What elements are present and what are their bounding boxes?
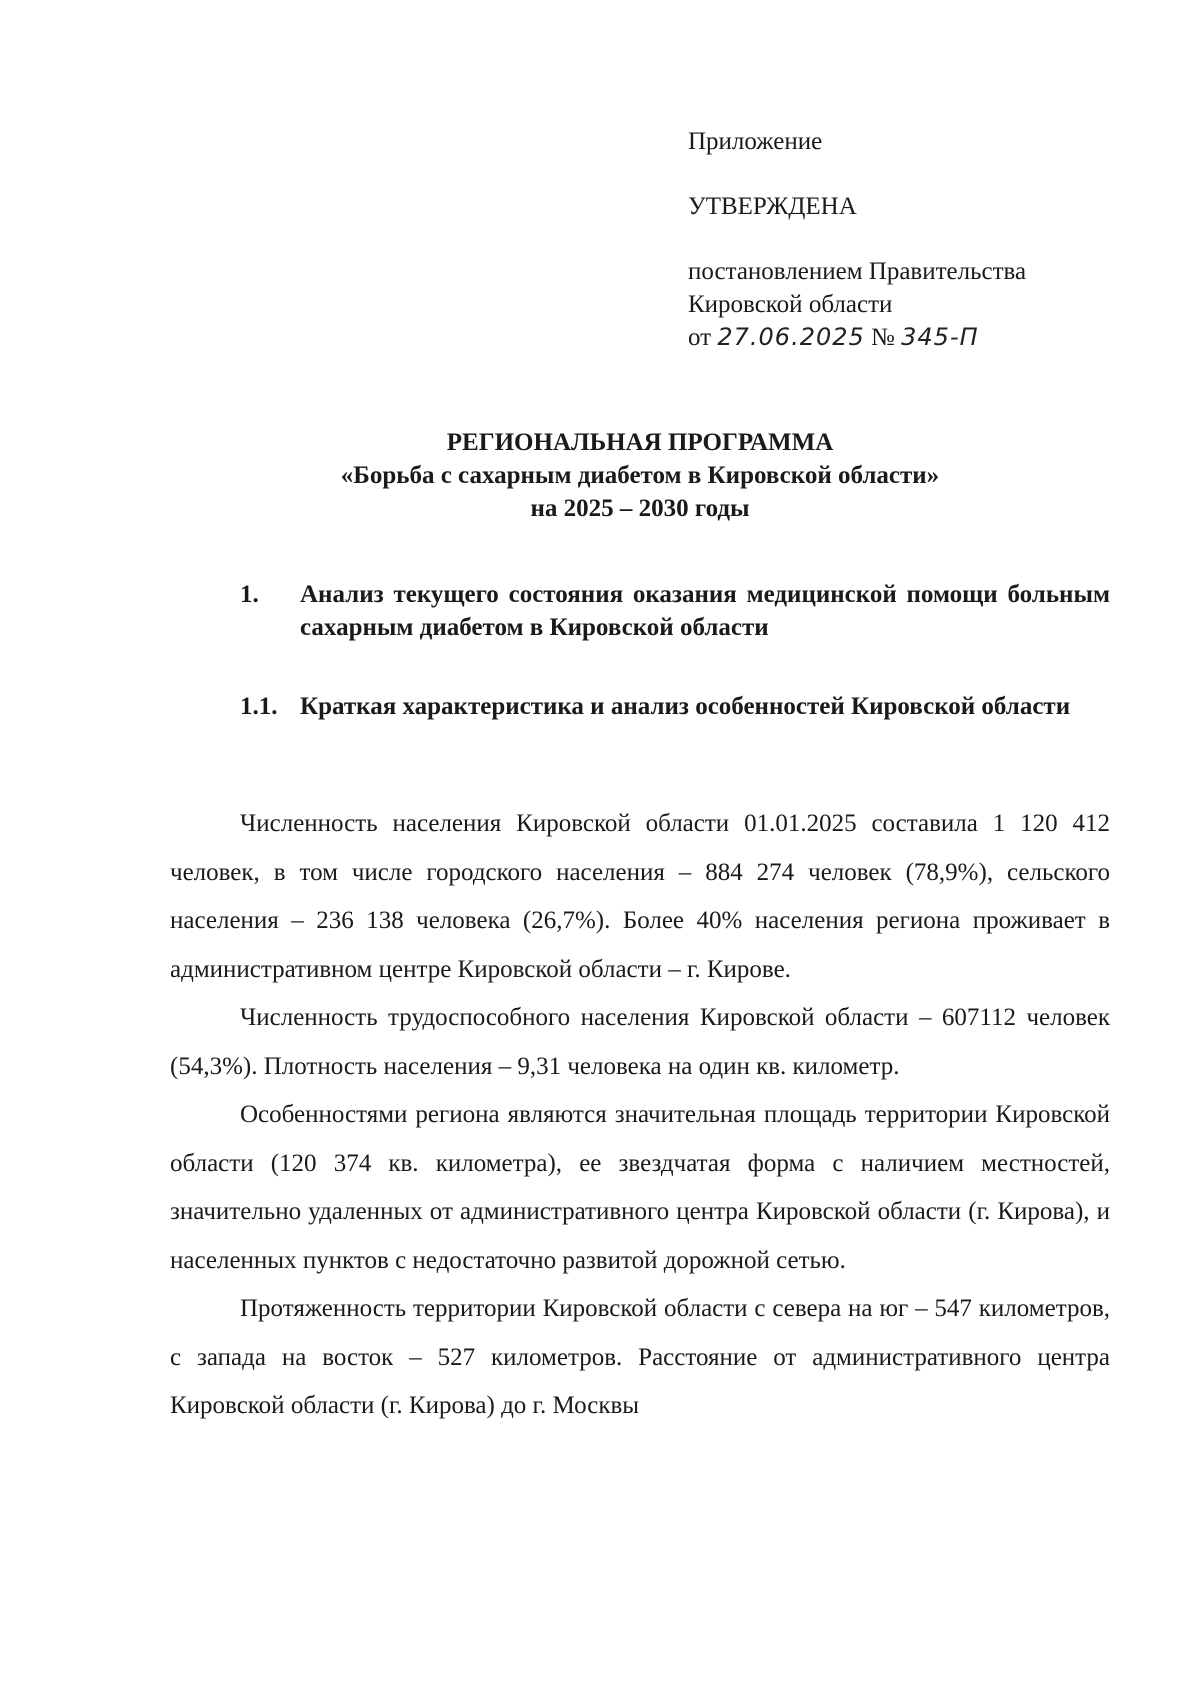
program-title bbox=[160, 426, 1120, 525]
body-text bbox=[170, 800, 1110, 1431]
section-number: 1. bbox=[240, 581, 259, 608]
number-prefix: № bbox=[871, 324, 895, 351]
approved-label: УТВЕРЖДЕНА bbox=[688, 193, 857, 220]
handwritten-number: 345-П bbox=[901, 323, 979, 351]
appendix-label: Приложение bbox=[688, 128, 823, 155]
approved-by-line1: постановлением Правительства bbox=[688, 258, 1027, 285]
title-line-2: «Борьба с сахарным диабетом в Кировской области» bbox=[340, 462, 940, 489]
section-number: 1.1. bbox=[240, 693, 278, 720]
paragraph-population: Численность населения Кировской области 01.01.2025 составила 1 120 412 человек, в том числе городского населения – 884 274 человек (78,9%), сельского населения – 236 138 человека (26,7%). Более 40% населения региона проживает в административном центре Кировской области – г. Кирове. bbox=[170, 810, 1110, 983]
title-line-1: РЕГИОНАЛЬНАЯ ПРОГРАММА bbox=[446, 429, 834, 456]
handwritten-date: 27.06.2025 bbox=[717, 323, 865, 351]
date-prefix: от bbox=[688, 324, 712, 351]
decree-date-line bbox=[688, 321, 1026, 354]
paragraph-workforce: Численность трудоспособного населения Кировской области – 607112 человек (54,3%). Плотность населения – 9,31 человека на один кв. километр. bbox=[170, 1004, 1110, 1080]
approved-by-line2: Кировской области bbox=[688, 291, 893, 318]
section-1-heading bbox=[240, 578, 1110, 644]
paragraph-features: Особенностями региона являются значительная площадь территории Кировской области (120 374 кв. километра), ее звездчатая форма с наличием местностей, значительно удаленных от административного центра Кировской области (г. Кирова), и населенных пунктов с недостаточно развитой дорожной сетью. bbox=[170, 1101, 1110, 1274]
section-heading-text: Анализ текущего состояния оказания медицинской помощи больным сахарным диабетом в Кировской области bbox=[300, 581, 1110, 641]
section-heading-text: Краткая характеристика и анализ особенностей Кировской области bbox=[300, 693, 1071, 720]
paragraph-extent: Протяженность территории Кировской области с севера на юг – 547 километров, с запада на восток – 527 километров. Расстояние от административного центра Кировской области (г. Кирова) до г. Москвы bbox=[170, 1295, 1110, 1419]
approval-block bbox=[688, 125, 1026, 354]
section-1-1-heading bbox=[240, 690, 1110, 723]
title-line-3: на 2025 – 2030 годы bbox=[530, 495, 750, 522]
